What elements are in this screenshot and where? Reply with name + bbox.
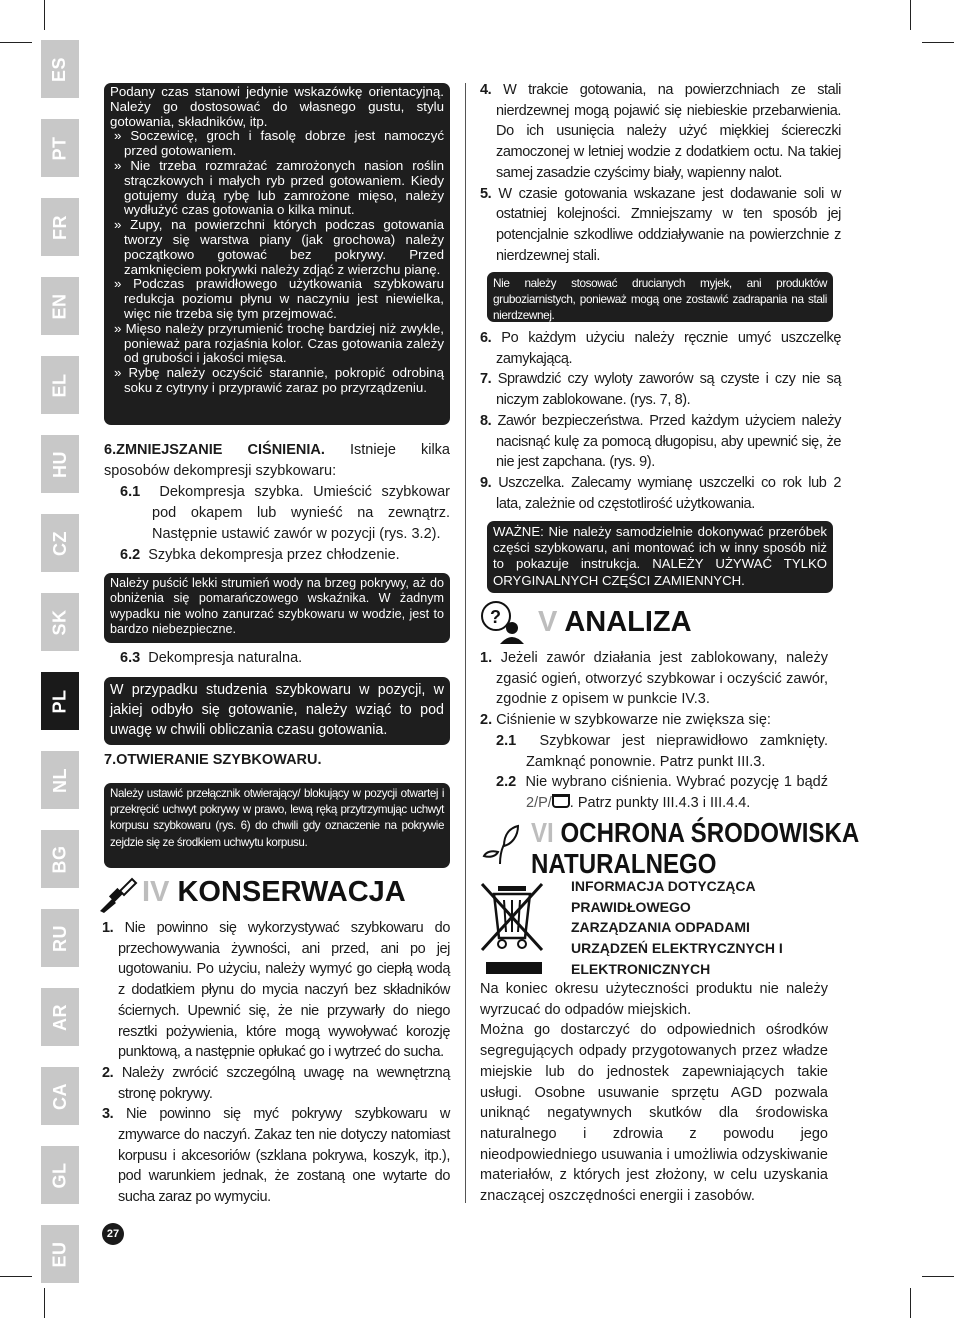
crossed-bin-icon [478, 880, 546, 954]
tab-ca[interactable]: CA [41, 1067, 79, 1125]
pot-icon [552, 794, 570, 808]
tips-intro: Podany czas stanowi jedynie wskazówkę orientacyjną. Należy go dostosować do własnego gustu, stylu gotowania, składników, itp. [110, 84, 444, 129]
crop-mark [922, 42, 954, 43]
tab-eu[interactable]: EU [41, 1225, 79, 1283]
tab-hu[interactable]: HU [41, 435, 79, 493]
screwdriver-icon [98, 873, 138, 913]
warning-box: Należy puścić lekki strumień wody na brzeg pokrywy, aż do obniżenia się pomarańczowego wskaźnika. W żadnym wypadku nie wolno zanurzać szybkowaru w wodzie, jest to bardzo niebezpieczne. [104, 573, 450, 643]
tip-bullet: » Podczas prawidłowego użytkowania szybkowaru redukcja poziomu płynu w naczyniu jest niewielka, więc nie trzeba się tym przejmować. [114, 276, 444, 321]
tab-nl[interactable]: NL [41, 751, 79, 809]
tab-gl[interactable]: GL [41, 1146, 79, 1204]
info-box: W przypadku studzenia szybkowaru w pozycji, w jakiej odbyło się gotowanie, należy wziąć to pod uwagę w chwili obliczania czasu gotowania. [104, 677, 450, 745]
weee-bar [486, 962, 542, 974]
svg-text:?: ? [490, 607, 501, 627]
section-iv-heading: IV KONSERWACJA [142, 876, 406, 908]
section-6-heading: 6.ZMNIEJSZANIE CIŚNIENIA. Istnieje kilka sposobów dekompresji szybkowaru: [104, 442, 450, 479]
item-6-1: 6.1 Dekompresja szybka. Umieścić szybkowar pod okapem lub wynieść na zewnątrz. Następnie ustawić zawór w pozycji (rys. 3.2). [120, 484, 451, 542]
konserwacja-item: 3. Nie powinno się myć pokrywy szybkowaru w zmywarce do naczyń. Zakaz ten nie dotyczy natomiast korpusu i akcesoriów (szklana pokrywa, koszyk, itp.), pod warunkiem jednak, że zostaną one wytarte do sucha zaraz po wymyciu. [102, 1106, 450, 1206]
maintenance-item: 5. W czasie gotowania wskazane jest dodawanie soli w ostatniej kolejności. Zmniejszamy w ten sposób jej potencjalnie szkodliwe oddziaływanie na powierzchnie z nierdzewnej stali. [480, 185, 841, 264]
crop-mark [44, 1288, 45, 1318]
column-divider [465, 83, 466, 1203]
analiza-item-2-2: 2.2 Nie wybrano ciśnienia. Wybrać pozycję 1 bądź 2/P/ . Patrz punkty III.4.3 i III.4.4. [496, 774, 828, 811]
crop-mark [0, 1276, 32, 1277]
question-person-icon [478, 600, 526, 644]
item-6-3: 6.3 Dekompresja naturalna. [120, 650, 303, 666]
section-vi-heading: VI OCHRONA ŚRODOWISKA NATURALNEGO [531, 817, 860, 879]
item-6-2: 6.2 Szybka dekompresja przez chłodzenie. [120, 546, 400, 563]
crop-mark [910, 1288, 911, 1318]
tab-bg[interactable]: BG [41, 830, 79, 888]
tab-cz[interactable]: CZ [41, 514, 79, 572]
tab-sk[interactable]: SK [41, 593, 79, 651]
maintenance-list-b [480, 328, 841, 514]
environment-text [480, 979, 828, 1207]
konserwacja-item: 1. Nie powinno się wykorzystywać szybkowaru do przechowywania żywności, ani przed, ani po jej ugotowaniu. Po użyciu, należy wymyć go ciepłą wodą z dodatkiem płynu do mycia naczyń bez składników ściernych. Upewnić się, że nie przywarły do niego resztki pożywienia, które mogą wywoływać korozję punktową, a następnie opłukać go i wytrzeć do sucha. [102, 920, 450, 1061]
tab-ar[interactable]: AR [41, 988, 79, 1046]
konserwacja-list [102, 918, 450, 1208]
pressure-symbol: 2/P/ [526, 794, 552, 811]
tab-pl-active[interactable]: PL [41, 672, 79, 730]
tip-bullet: » Nie trzeba rozmrażać zamrożonych nasion roślin strączkowych i małych ryb przed gotowaniem. Kiedy gotujemy dużą rybę lub zamrożone mięso, należy wydłużyć czas gotowania o kilka minut. [114, 157, 444, 218]
important-box: WAŻNE: Nie należy samodzielnie dokonywać przeróbek części szybkowaru, ani montować ich w inny sposób niż to pokazuje instrukcja. NALEŻY UŻYWAĆ TYLKO ORYGINALNYCH CZĘŚCI ZAMIENNYCH. [487, 521, 833, 593]
section-v-heading: V ANALIZA [538, 606, 692, 638]
cooking-tips-box [104, 83, 450, 425]
maintenance-item: 9. Uszczelka. Zalecamy wymianę uszczelki co rok lub 2 lata, zależnie od częstotlirość użytkowania. [480, 474, 841, 512]
environment-para-1: Na koniec okresu użyteczności produktu nie należy wyrzucać do odpadów miejskich. [480, 981, 828, 1018]
maintenance-item: 6. Po każdym użyciu należy ręcznie umyć uszczelkę zamykającą. [480, 330, 841, 367]
analiza-list [480, 648, 828, 814]
weee-title: INFORMACJA DOTYCZĄCA PRAWIDŁOWEGO ZARZĄDZANIA ODPADAMI URZĄDZEŃ ELEKTRYCZNYCH I ELEKTRONICZNYCH [571, 878, 783, 977]
maintenance-item: 7. Sprawdzić czy wyloty zaworów są czyste i czy nie są niczym zablokowane. (rys. 7, 8). [480, 371, 841, 409]
tab-el[interactable]: EL [41, 356, 79, 414]
tab-en[interactable]: EN [41, 277, 79, 335]
tab-fr[interactable]: FR [41, 198, 79, 256]
section-6 [104, 440, 450, 565]
page-number: 27 [102, 1223, 124, 1245]
analiza-item-2-1: 2.1 Szybkowar jest nieprawidłowo zamknięty. Zamknąć ponownie. Patrz punkt III.3. [496, 732, 828, 770]
leaf-icon [482, 822, 520, 866]
section-6-title: ZMNIEJSZANIE CIŚNIENIA. [116, 442, 325, 458]
tip-bullet: » Mięso należy przyrumienić trochę bardziej niż zwykle, ponieważ para rozjaśnia kolor. Czas gotowania zależy od grubości i jakości mięsa. [114, 320, 444, 366]
tip-bullet: » Zupy, na powierzchni których podczas gotowania tworzy się warstwa piany (jak grochowa) należy początkowo gotować bez pokrywy. Przed zamknięciem pokrywki należy zdjąć z wierzchu pianę. [114, 217, 444, 277]
opening-box: Należy ustawić przełącznik otwierający/ blokujący w pozycji otwartej i przekręcić uchwyt pokrywy w prawo, lewą ręką przytrzymując uchwyt korpusu szybkowaru (rys. 6) do chwili gdy oznaczenie na pokrywie zejdzie się ze środkiem uchwytu korpusu. [104, 783, 450, 868]
crop-mark [44, 0, 45, 30]
environment-para-2: Można go dostarczyć do odpowiednich ośrodków segregujących odpady przygotowanych przez władze miejskie lub do jednostek zapewniających takie usługi. Osobne usuwanie sprzętu AGD pozwala uniknąć negatywnych skutków dla środowiska naturalnego i zdrowia z powodu jego nieodpowiedniego usuwania i umożliwia odzyskiwanie materiałów, z których jest złożony, w celu uzyskania znaczącej oszczędności energii i zasobów. [480, 1022, 828, 1205]
crop-mark [910, 0, 911, 30]
section-7-heading: 7.OTWIERANIE SZYBKOWARU. [104, 752, 322, 768]
konserwacja-item: 2. Należy zwrócić szczególną uwagę na wewnętrzną stronę pokrywy. [102, 1064, 450, 1102]
analiza-item-2: 2. Ciśnienie w szybkowarze nie zwiększa się: [480, 712, 771, 729]
tip-bullet: » Soczewicę, groch i fasolę dobrze jest namoczyć przed gotowaniem. [114, 128, 444, 159]
maintenance-item: 4. W trakcie gotowania, na powierzchniach ze stali nierdzewnej mogą pojawić się niebieskie przebarwienia. Do ich usunięcia należy użyć miękkiej ściereczki zamoczonej w letniej wodzie z dodatkiem octu. Na takiej samej zasadzie czyścimy biały, wapienny nalot. [480, 82, 841, 181]
tab-es[interactable]: ES [41, 40, 79, 98]
maintenance-item: 8. Zawór bezpieczeństwa. Przed każdym użyciem należy nacisnąć kulę za pomocą długopisu, aby upewnić się, że nie jest zapchana. (rys. 9). [480, 412, 841, 471]
tab-ru[interactable]: RU [41, 909, 79, 967]
crop-mark [922, 1276, 954, 1277]
steel-warning-box: Nie należy stosować drucianych myjek, ani produktów gruboziarnistych, ponieważ mogą one zostawić zadrapania na stali nierdzewnej. [487, 272, 833, 322]
crop-mark [0, 42, 32, 43]
maintenance-list-a [480, 80, 841, 266]
tab-pt[interactable]: PT [41, 119, 79, 177]
analiza-item-1: 1. Jeżeli zawór działania jest zablokowany, należy zgasić ogień, otworzyć szybkowar i oczyścić zawór, zgodnie z opisem w punkcie IV.3. [480, 650, 828, 708]
tip-bullet: » Rybę należy oczyścić starannie, pokropić odrobiną soku z cytryny i przyprawić zaraz po przyrządzeniu. [114, 365, 444, 395]
